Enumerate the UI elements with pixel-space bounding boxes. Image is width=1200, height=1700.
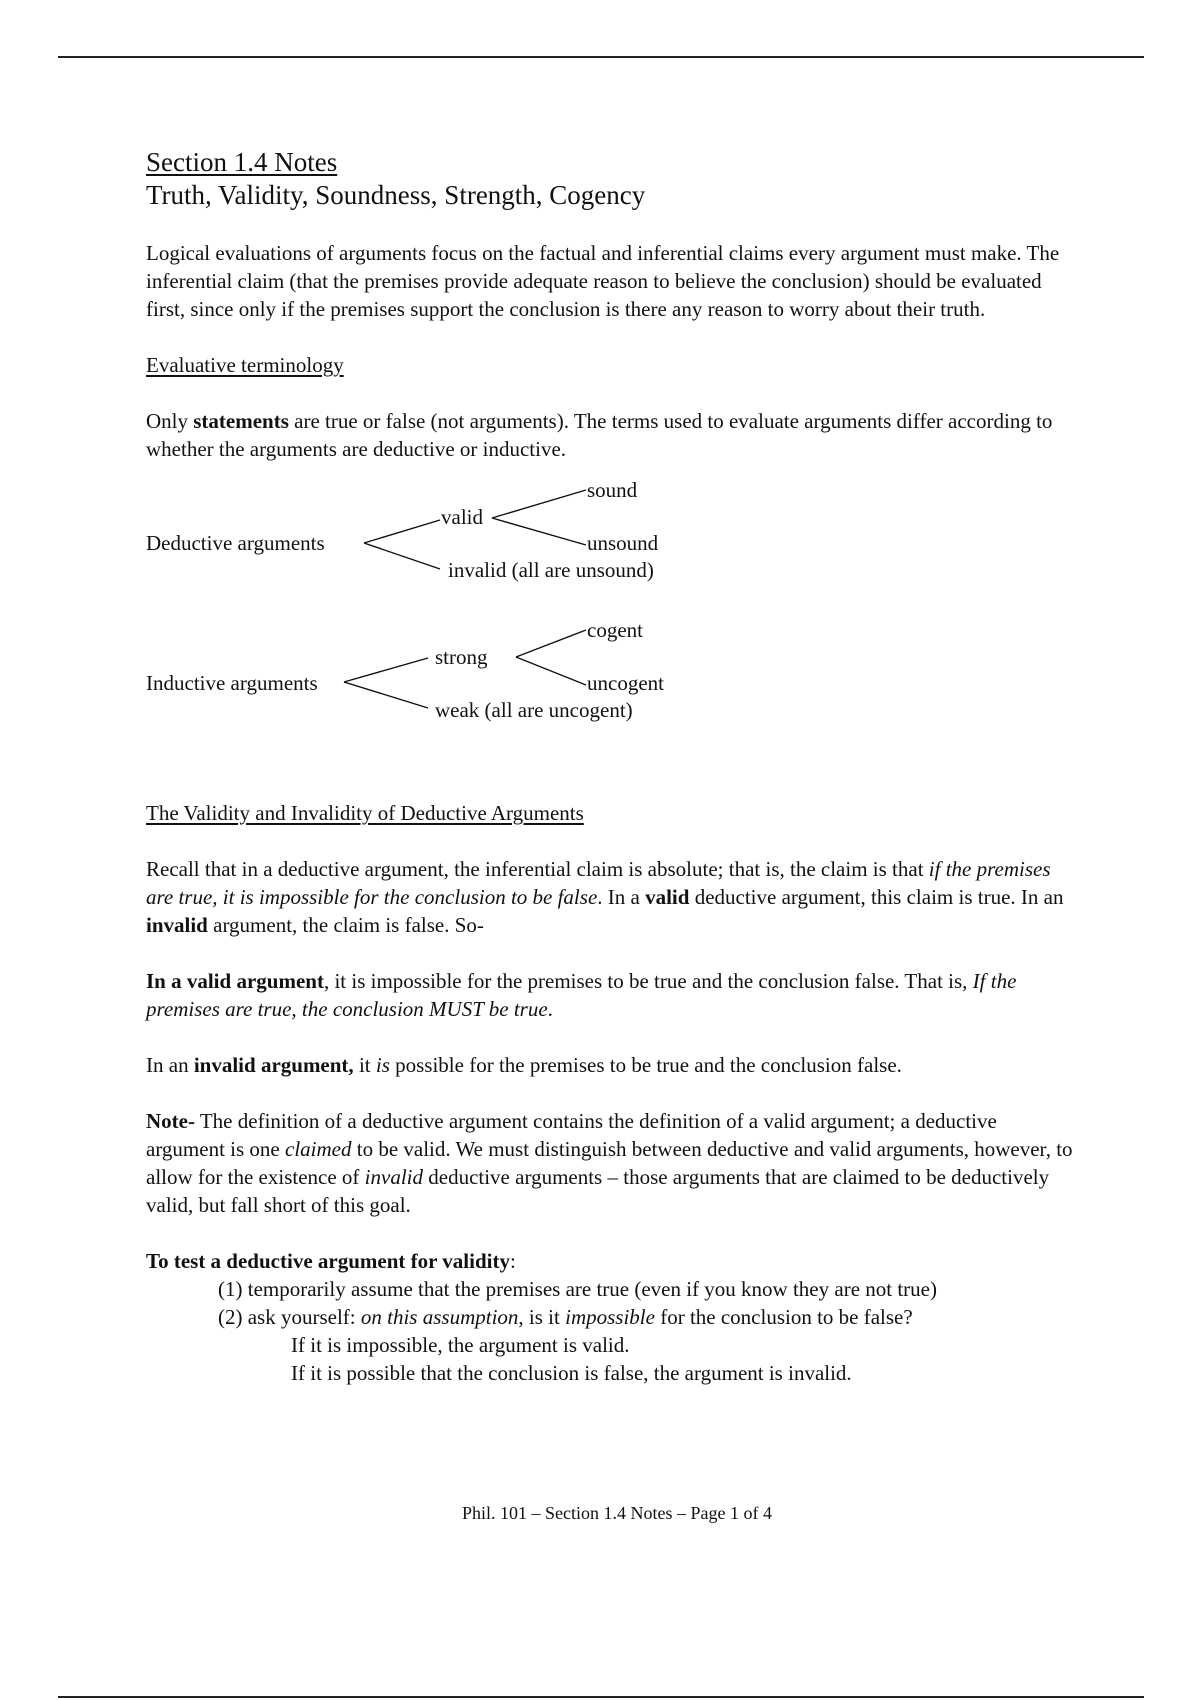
test-result-valid: If it is impossible, the argument is valid. (291, 1333, 630, 1357)
bottom-rule (58, 1696, 1144, 1698)
recall-text-a: Recall that in a deductive argument, the inferential claim is absolute; that is, the claim is that (146, 857, 929, 881)
invalid-bold: invalid (146, 913, 208, 937)
validity-heading: The Validity and Invalidity of Deductive Arguments (146, 801, 584, 825)
note-paragraph (146, 1107, 1076, 1219)
test-heading-bold: To test a deductive argument for validity (146, 1249, 510, 1273)
edge-valid-sound (492, 490, 586, 518)
invalid-argument-paragraph (146, 1051, 1076, 1079)
page-subtitle: Truth, Validity, Soundness, Strength, Cogency (146, 180, 646, 210)
note-text-b: The definition of a deductive argument contains the definition of a valid argument; a deductive argument is one (146, 1109, 997, 1161)
recall-text-e: deductive argument, this claim is true. In an (689, 885, 1064, 909)
note-text-f: deductive arguments – those arguments that are claimed to be deductively valid, but fall short of this goal. (146, 1165, 1050, 1217)
edge-valid-unsound (492, 518, 586, 545)
edge-strong-uncogent (516, 657, 586, 685)
node-inductive-arguments: Inductive arguments (146, 671, 318, 695)
test-heading (146, 1247, 1076, 1275)
note-text-d: to be valid. We must distinguish between deductive and valid arguments, however, to allow for the existence of (146, 1137, 1073, 1189)
top-rule (58, 56, 1144, 58)
valid-argument-text: , it is impossible for the premises to be true and the conclusion false. That is, (323, 969, 973, 993)
edge-inductive-strong (344, 658, 428, 682)
invalid-argument-text-c: it (353, 1053, 376, 1077)
node-invalid: invalid (all are unsound) (448, 558, 654, 582)
recall-text-c: . In a (597, 885, 646, 909)
valid-argument-period: . (547, 997, 553, 1021)
invalid-italic: invalid (364, 1165, 423, 1189)
invalid-argument-bold: invalid argument, (193, 1053, 354, 1077)
valid-argument-bold: In a valid argument (146, 969, 324, 993)
edge-inductive-weak (344, 682, 428, 708)
terminology-tree-diagram (146, 480, 1076, 780)
claimed-italic: claimed (285, 1137, 352, 1161)
valid-argument-paragraph (146, 967, 1076, 1023)
note-label: Note- (146, 1109, 195, 1133)
edge-deductive-invalid (364, 543, 440, 569)
valid-argument-italic: If the premises are true, the conclusion MUST be true (146, 969, 1017, 1021)
node-cogent: cogent (587, 618, 643, 642)
node-deductive-arguments: Deductive arguments (146, 531, 325, 555)
node-uncogent: uncogent (587, 671, 664, 695)
evaluative-paragraph (146, 407, 1076, 463)
step2-text-c: , is it (518, 1305, 566, 1329)
invalid-argument-text-a: In an (146, 1053, 194, 1077)
is-italic: is (375, 1053, 390, 1077)
valid-bold: valid (645, 885, 690, 909)
step2-text-e: for the conclusion to be false? (654, 1305, 913, 1329)
recall-italic: if the premises are true, it is impossible for the conclusion to be false (146, 857, 1051, 909)
test-result-invalid: If it is possible that the conclusion is false, the argument is invalid. (291, 1361, 852, 1385)
test-heading-colon: : (509, 1249, 516, 1273)
node-strong: strong (435, 645, 488, 669)
step2-text-a: (2) ask yourself: (218, 1305, 361, 1329)
node-weak: weak (all are uncogent) (435, 698, 633, 722)
evaluative-text-c: are true or false (not arguments). The terms used to evaluate arguments differ according to whether the arguments are deductive or inductive. (146, 409, 1053, 461)
node-sound: sound (587, 480, 638, 502)
node-unsound: unsound (587, 531, 659, 555)
test-step-2 (146, 1303, 1076, 1331)
recall-text-g: argument, the claim is false. So- (207, 913, 484, 937)
invalid-argument-text-e: possible for the premises to be true and the conclusion false. (389, 1053, 902, 1077)
page-title: Section 1.4 Notes (146, 147, 338, 177)
evaluative-heading: Evaluative terminology (146, 353, 344, 377)
statements-bold: statements (193, 409, 289, 433)
step2-italic-impossible: impossible (565, 1305, 655, 1329)
evaluative-text-a: Only (146, 409, 194, 433)
intro-paragraph: Logical evaluations of arguments focus on the factual and inferential claims every argument must make. The inferential claim (that the premises provide adequate reason to believe the conclusion) should be evaluated first, since only if the premises support the conclusion is there any reason to worry about their truth. (146, 241, 1060, 321)
page-footer: Phil. 101 – Section 1.4 Notes – Page 1 of 4 (462, 1503, 772, 1523)
test-step-1: (1) temporarily assume that the premises are true (even if you know they are not true) (218, 1277, 937, 1301)
recall-paragraph (146, 855, 1076, 939)
edge-deductive-valid (364, 520, 440, 543)
edge-strong-cogent (516, 630, 586, 657)
node-valid: valid (441, 505, 483, 529)
step2-italic-assumption: on this assumption (360, 1305, 519, 1329)
page-content (146, 146, 1076, 1387)
